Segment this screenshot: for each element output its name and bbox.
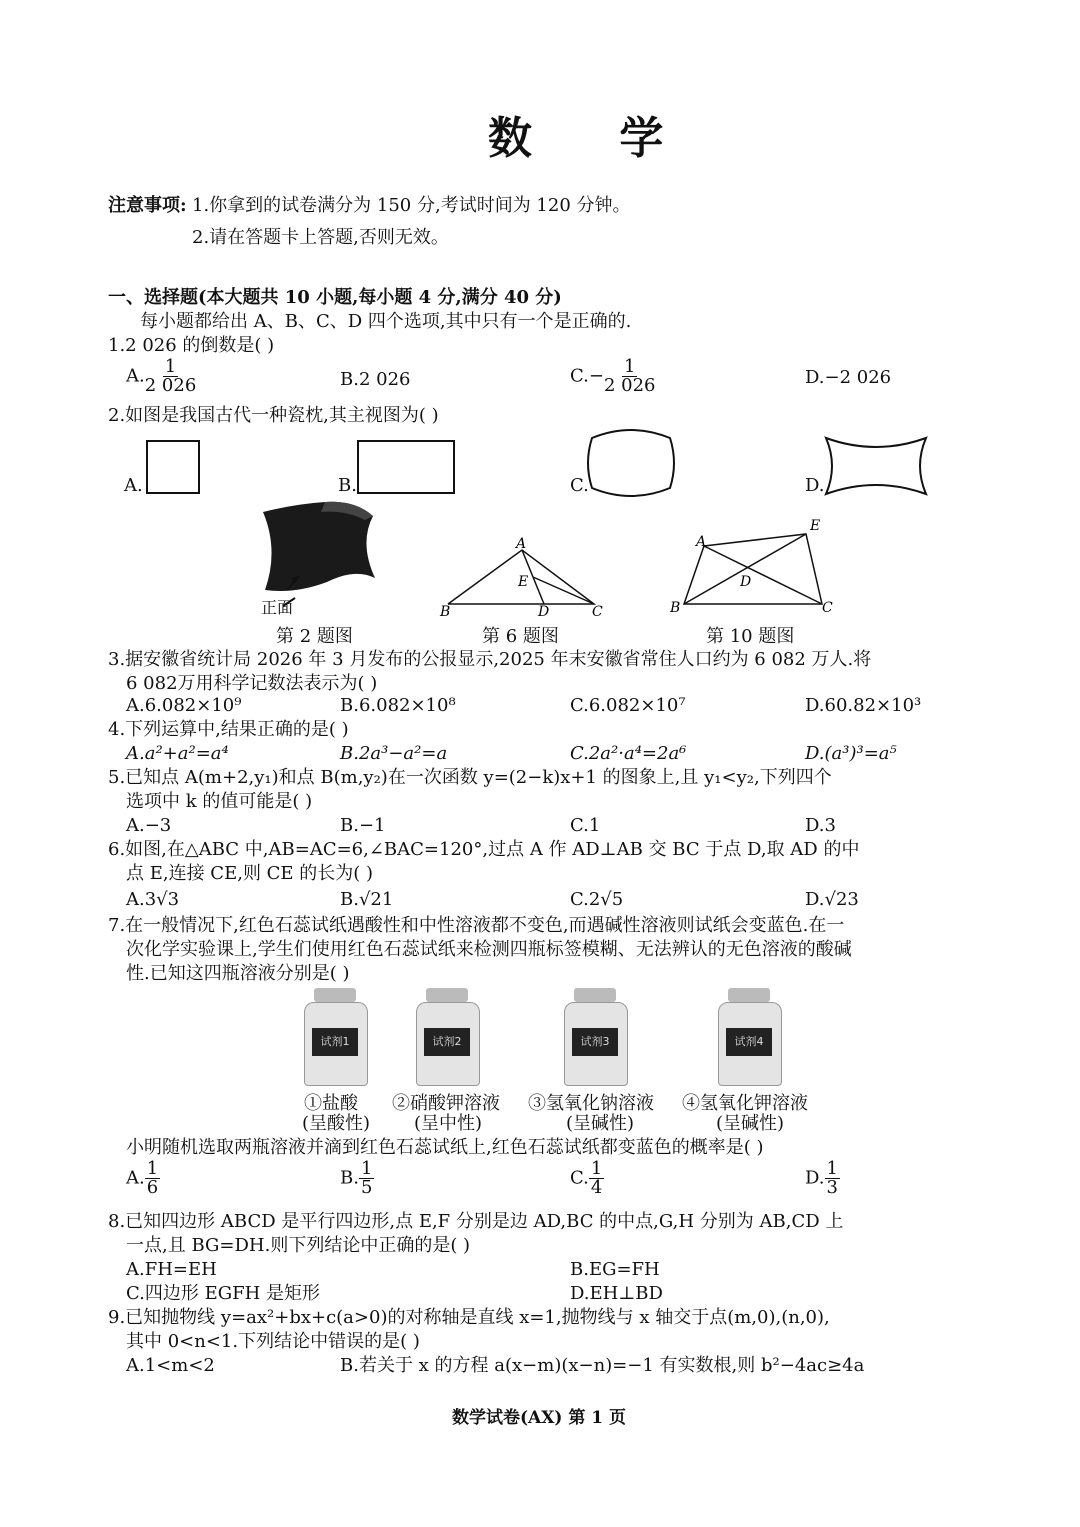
q6-option-a[interactable]: A.3√3 — [126, 889, 180, 910]
q4-option-c[interactable]: C.2a²·a⁴=2a⁶ — [570, 743, 687, 764]
q9-option-a[interactable]: A.1<m<2 — [126, 1355, 215, 1376]
fig6-label-a: A — [516, 536, 527, 552]
q7-stem-line3: 性.已知这四瓶溶液分别是( ) — [126, 963, 350, 984]
q4-option-b[interactable]: B.2a³−a²=a — [340, 743, 448, 764]
q2-stem: 2.如图是我国古代一种瓷枕,其主视图为( ) — [108, 405, 439, 426]
q4-stem: 4.下列运算中,结果正确的是( ) — [108, 719, 349, 740]
q2-a-square-shape — [146, 440, 200, 494]
bottle-4-label: 试剂4 — [726, 1028, 772, 1056]
q2-b-rectangle-shape — [357, 440, 455, 494]
q2-option-a[interactable]: A. — [124, 475, 143, 496]
q7-option-b[interactable]: B. $\frac{1}{5}$ — [340, 1158, 373, 1198]
q1-stem: 1.2 026 的倒数是( ) — [108, 335, 275, 356]
q2-option-d[interactable]: D. — [805, 475, 825, 496]
bottle-2-name: ②硝酸钾溶液 — [392, 1093, 500, 1114]
fig6-label-b: B — [440, 604, 451, 620]
q7-option-c[interactable]: C. $\frac{1}{4}$ — [570, 1158, 603, 1198]
q3-option-d[interactable]: D.60.82×10³ — [805, 695, 922, 716]
q7-option-a[interactable]: A. $\frac{1}{6}$ — [126, 1158, 159, 1198]
reagent-bottle-4 — [714, 988, 784, 1084]
q3-stem-line2: 6 082万用科学记数法表示为( ) — [126, 673, 378, 694]
q9-option-b[interactable]: B.若关于 x 的方程 a(x−m)(x−n)=−1 有实数根,则 b²−4ac≥4a — [340, 1355, 865, 1376]
q7-option-d[interactable]: D. $\frac{1}{3}$ — [805, 1158, 838, 1198]
q1-a-prefix: A. — [126, 365, 145, 387]
fig2-front-label: 正面 — [261, 598, 294, 617]
fig10-label-c: C — [822, 600, 833, 616]
q4-option-d[interactable]: D.(a³)³=a⁵ — [805, 743, 897, 764]
q8-option-a[interactable]: A.FH=EH — [126, 1259, 217, 1280]
q1-option-a[interactable] — [126, 358, 196, 395]
q8-option-d[interactable]: D.EH⊥BD — [570, 1283, 663, 1304]
fig10-quadrilateral-diagram — [666, 516, 842, 620]
q1-option-b[interactable]: B.2 026 — [340, 369, 411, 390]
fig6-triangle-diagram — [436, 536, 616, 620]
q3-stem-line1: 3.据安徽省统计局 2026 年 3 月发布的公报显示,2025 年末安徽省常住人口约为 6 082 万人.将 — [108, 649, 872, 670]
q7-a-fraction: $\frac{1}{6}$ — [146, 1158, 159, 1198]
q7-stem-line1: 7.在一般情况下,红色石蕊试纸遇酸性和中性溶液都不变色,而遇碱性溶液则试纸会变蓝色.在一 — [108, 915, 845, 936]
q1-a-fraction: $\frac{1}{2 026}$ — [144, 356, 197, 396]
q6-option-b[interactable]: B.√21 — [340, 889, 394, 910]
q6-stem-line1: 6.如图,在△ABC 中,AB=AC=6,∠BAC=120°,过点 A 作 AD⊥AB 交 BC 于点 D,取 AD 的中 — [108, 839, 860, 860]
bottle-2-property: (呈中性) — [414, 1113, 483, 1134]
q1-c-prefix: C.− — [570, 365, 604, 387]
q3-option-c[interactable]: C.6.082×10⁷ — [570, 695, 686, 716]
bottle-1-label: 试剂1 — [312, 1028, 358, 1056]
section-instruction: 每小题都给出 A、B、C、D 四个选项,其中只有一个是正确的. — [140, 311, 632, 332]
q2-c-convex-shape — [586, 428, 676, 498]
q8-option-b[interactable]: B.EG=FH — [570, 1259, 660, 1280]
q8-stem-line1: 8.已知四边形 ABCD 是平行四边形,点 E,F 分别是边 AD,BC 的中点,G,H 分别为 AB,CD 上 — [108, 1211, 844, 1232]
notice-label: 注意事项: — [108, 195, 187, 216]
notice-item-2: 2.请在答题卡上答题,否则无效。 — [192, 227, 449, 248]
reagent-bottle-3 — [560, 988, 630, 1084]
q4-option-a[interactable]: A.a²+a²=a⁴ — [126, 743, 229, 764]
q7-stem-line2: 次化学实验课上,学生们使用红色石蕊试纸来检测四瓶标签模糊、无法辨认的无色溶液的酸碱 — [126, 939, 852, 960]
q7-c-fraction: $\frac{1}{4}$ — [590, 1158, 603, 1198]
fig10-caption: 第 10 题图 — [706, 626, 795, 647]
q6-stem-line2: 点 E,连接 CE,则 CE 的长为( ) — [126, 863, 374, 884]
page-title: 数 学 — [488, 113, 700, 164]
q5-option-a[interactable]: A.−3 — [126, 815, 172, 836]
bottle-1-property: (呈酸性) — [302, 1113, 371, 1134]
q5-stem-line2: 选项中 k 的值可能是( ) — [126, 791, 313, 812]
q7-d-fraction: $\frac{1}{3}$ — [826, 1158, 838, 1198]
q7-stem-line4: 小明随机选取两瓶溶液并滴到红色石蕊试纸上,红色石蕊试纸都变蓝色的概率是( ) — [126, 1137, 764, 1158]
q8-stem-line2: 一点,且 BG=DH.则下列结论中正确的是( ) — [126, 1235, 471, 1256]
q9-stem-line1: 9.已知抛物线 y=ax²+bx+c(a>0)的对称轴是直线 x=1,抛物线与 x 轴交于点(m,0),(n,0), — [108, 1307, 830, 1328]
fig6-label-e: E — [518, 574, 529, 590]
q6-option-d[interactable]: D.√23 — [805, 889, 859, 910]
fig10-label-e: E — [810, 518, 821, 534]
reagent-bottle-1 — [300, 988, 370, 1084]
q1-c-fraction: $\frac{1}{2 026}$ — [603, 356, 656, 396]
fig2-caption: 第 2 题图 — [276, 626, 353, 647]
bottle-1-name: ①盐酸 — [304, 1093, 358, 1114]
q5-option-c[interactable]: C.1 — [570, 815, 601, 836]
q2-d-concave-shape — [824, 436, 928, 496]
notice-item-1: 1.你拿到的试卷满分为 150 分,考试时间为 120 分钟。 — [192, 195, 631, 216]
bottle-3-property: (呈碱性) — [566, 1113, 635, 1134]
q1-option-c[interactable] — [570, 358, 655, 395]
bottle-4-name: ④氢氧化钾溶液 — [682, 1093, 808, 1114]
q5-option-d[interactable]: D.3 — [805, 815, 836, 836]
q2-option-c[interactable]: C. — [570, 475, 589, 496]
fig6-caption: 第 6 题图 — [482, 626, 559, 647]
q7-b-fraction: $\frac{1}{5}$ — [360, 1158, 373, 1198]
q5-stem-line1: 5.已知点 A(m+2,y₁)和点 B(m,y₂)在一次函数 y=(2−k)x+1 的图象上,且 y₁<y₂,下列四个 — [108, 767, 832, 788]
bottle-2-label: 试剂2 — [424, 1028, 470, 1056]
q3-option-b[interactable]: B.6.082×10⁸ — [340, 695, 456, 716]
q1-option-d[interactable]: D.−2 026 — [805, 367, 892, 388]
porcelain-pillow-figure — [255, 498, 385, 608]
fig10-label-b: B — [670, 600, 681, 616]
section-heading: 一、选择题(本大题共 10 小题,每小题 4 分,满分 40 分) — [108, 287, 562, 308]
q2-option-b[interactable]: B. — [338, 475, 357, 496]
q9-stem-line2: 其中 0<n<1.下列结论中错误的是( ) — [126, 1331, 420, 1352]
page-footer: 数学试卷(AX) 第 1 页 — [452, 1408, 627, 1428]
fig10-label-a: A — [696, 534, 707, 550]
q5-option-b[interactable]: B.−1 — [340, 815, 386, 836]
q6-option-c[interactable]: C.2√5 — [570, 889, 624, 910]
q8-option-c[interactable]: C.四边形 EGFH 是矩形 — [126, 1283, 321, 1304]
bottle-3-label: 试剂3 — [572, 1028, 618, 1056]
bottle-4-property: (呈碱性) — [716, 1113, 785, 1134]
fig10-label-d: D — [740, 574, 752, 590]
q3-option-a[interactable]: A.6.082×10⁹ — [126, 695, 242, 716]
fig6-label-c: C — [592, 604, 603, 620]
reagent-bottle-2 — [412, 988, 482, 1084]
fig6-label-d: D — [538, 604, 550, 620]
bottle-3-name: ③氢氧化钠溶液 — [528, 1093, 654, 1114]
